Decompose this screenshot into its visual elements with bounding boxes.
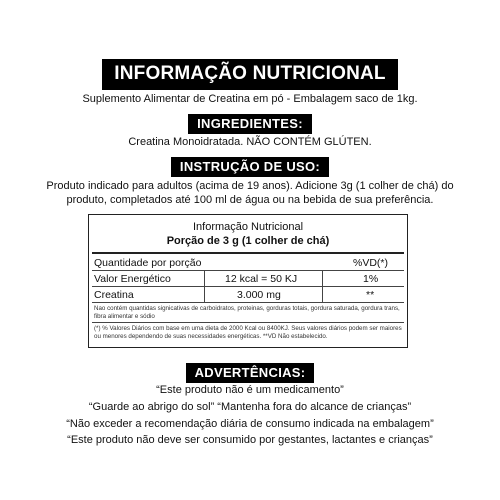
- warning-item: “Este produto não é um medicamento”: [156, 384, 344, 396]
- warning-item: “Guarde ao abrigo do sol” “Mantenha fora do alcance de crianças”: [88, 401, 412, 413]
- usage-heading: INSTRUÇÃO DE USO:: [171, 157, 329, 177]
- header-vd-label: %VD(*): [353, 257, 389, 269]
- row-creatine-vd: **: [366, 289, 375, 301]
- nutrition-table: [88, 214, 408, 348]
- nutrition-table-title: Informação Nutricional: [192, 221, 304, 233]
- row-energy-amount: 12 kcal = 50 KJ: [225, 273, 298, 285]
- row-energy-vd: 1%: [363, 273, 379, 285]
- row-energy-label: Valor Energético: [94, 273, 171, 285]
- title-banner-wrap: [0, 59, 500, 90]
- nutrition-table-portion: Porção de 3 g (1 colher de chá): [166, 235, 330, 247]
- table-divider: [92, 322, 404, 323]
- table-divider: [92, 270, 404, 271]
- table-divider: [92, 302, 404, 303]
- row-creatine-label: Creatina: [94, 289, 134, 301]
- ingredients-text: Creatina Monoidratada. NÃO CONTÉM GLÚTEN.: [128, 136, 372, 148]
- warnings-heading: ADVERTÊNCIAS:: [186, 363, 315, 383]
- usage-line-2: produto, completados até 100 ml de água ou na bebida de sua preferência.: [66, 194, 434, 206]
- table-note-daily-values: (*) % Valores Diários com base em uma dieta de 2000 Kcal ou 8400KJ. Seus valores diários podem ser maiores ou menores dependendo de suas necessidades energéticas. **VD Não estabelecido.: [94, 325, 402, 340]
- ingredients-heading: INGREDIENTES:: [188, 114, 312, 134]
- warning-item: “Este produto não deve ser consumido por gestantes, lactantes e crianças”: [67, 434, 433, 446]
- column-divider: [322, 270, 323, 302]
- warning-item: “Não exceder a recomendação diária de consumo indicada na embalagem”: [66, 418, 434, 430]
- usage-banner-wrap: [0, 157, 500, 177]
- header-quantity-label: Quantidade por porção: [94, 257, 202, 269]
- table-divider: [92, 286, 404, 287]
- usage-line-1: Produto indicado para adultos (acima de 19 anos). Adicione 3g (1 colher de chá) do: [46, 180, 454, 192]
- table-note-nutrients: Nao contém quantidas signicativas de carboidratos, proteinas, gorduras totais, gordura saturada, gordura trans, fibra alimentar e sódio: [94, 305, 400, 320]
- column-divider: [204, 270, 205, 302]
- warnings-banner-wrap: [0, 363, 500, 383]
- row-creatine-amount: 3.000 mg: [237, 289, 281, 301]
- page-title: INFORMAÇÃO NUTRICIONAL: [102, 59, 397, 90]
- ingredients-banner-wrap: [0, 114, 500, 134]
- product-subtitle: Suplemento Alimentar de Creatina em pó - Embalagem saco de 1kg.: [82, 93, 418, 105]
- table-divider-thick: [92, 252, 404, 254]
